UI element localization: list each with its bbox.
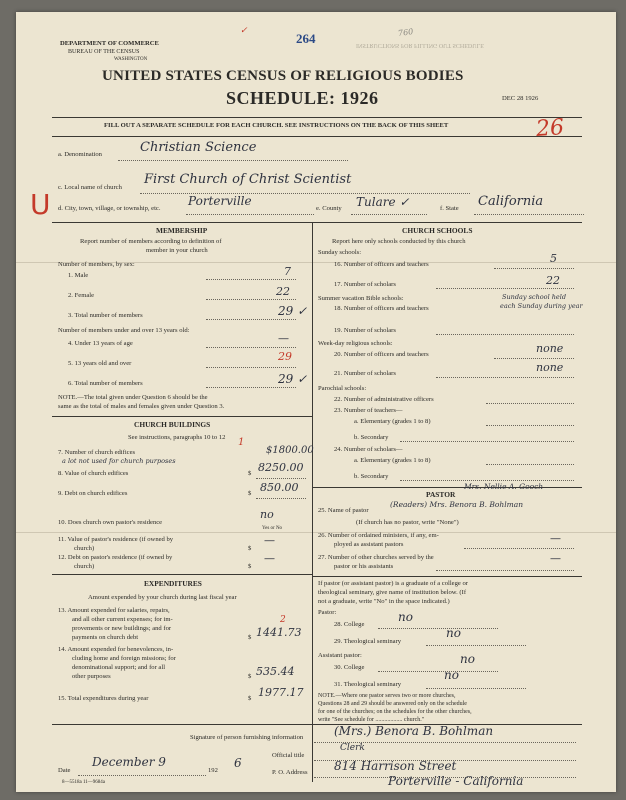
debt-label: 9. Debt on church edifices [58,490,128,497]
currency-sign: $ [248,470,252,477]
female-value: 22 [276,285,290,298]
seminary-29-value: no [446,626,461,640]
currency-sign: $ [248,563,252,570]
edifice-value: 8250.00 [258,461,304,474]
currency-sign: $ [248,673,252,680]
weekday-scholars-value: none [536,361,564,374]
total-members-2-label: 6. Total number of members [68,380,143,387]
debt-value: 850.00 [260,481,299,494]
form-title: UNITED STATES CENSUS OF RELIGIOUS BODIES [102,68,464,84]
age-split-label: Number of members under and over 13 years old: [58,327,190,334]
ordained-value: — [550,532,561,545]
college-instruction-3: not a graduate, write "No" in the space indicated.) [318,598,450,605]
red-letter-mark: U [30,188,51,221]
denomination-value: Christian Science [140,140,257,155]
pastor-name-label: 25. Name of pastor [318,507,369,514]
edifice-value-label: 8. Value of church edifices [58,470,129,477]
date-label: Date [58,767,71,774]
parochial-label: Parochial schools: [318,385,367,392]
bureau-label: BUREAU OF THE CENSUS [68,49,140,55]
form-subtitle: SCHEDULE: 1926 [226,88,379,108]
membership-intro-1: Report number of members according to definition of [80,238,222,245]
total-expenditures-label: 15. Total expenditures during year [58,695,149,702]
check-mark: ✓ [240,26,248,36]
over-13-label: 5. 13 years old and over [68,360,132,367]
city-label: WASHINGTON [114,57,148,62]
over-13-value: 29 [278,350,292,363]
instruction-banner: FILL OUT A SEPARATE SCHEDULE FOR EACH CHURCH. SEE INSTRUCTIONS ON THE BACK OF THIS SHEET [104,122,449,129]
salaries-label-4: payments on church debt [72,634,139,641]
department-label: DEPARTMENT OF COMMERCE [60,40,159,47]
total-members-label: 3. Total number of members [68,312,143,319]
benevolences-label-1: 14. Amount expended for benevolences, in- [58,646,174,653]
salaries-label-2: and all other current expenses; for im- [72,616,173,623]
by-sex-label: Number of members, by sex: [58,261,135,268]
pastor-note-1: NOTE.—Where one pastor serves two or more churches, [318,693,456,699]
membership-note-2: same as the total of males and females given under Question 3. [58,403,225,410]
lot-value: $1800.00 [266,445,314,456]
total-members-value: 29 ✓ [278,304,308,318]
sunday-officers-label: 16. Number of officers and teachers [334,261,429,268]
print-code: 8—5518a 11—9684a [62,780,106,785]
year-label: 192 [208,767,218,774]
pastor-note-3: for one of the churches; on the schedules for the other churches, [318,709,472,715]
parsonage-value-amount: — [264,534,275,547]
benevolences-label-3: denominational support; and for all [72,664,166,671]
pastor-note-2: Questions 28 and 29 should be answered only on the schedule [318,701,467,707]
buildings-instructions: See instructions, paragraphs 10 to 12 [128,434,226,441]
parsonage-value-label-1: 11. Value of pastor's residence (if owned by [58,536,174,543]
edifice-note: a lot not used for church purposes [62,457,176,465]
pencil-note: 760 [397,26,414,39]
official-title-value: Clerk [340,743,365,753]
teachers-label: 23. Number of teachers— [334,407,403,414]
county-value: Tulare ✓ [356,195,410,209]
sunday-schools-label: Sunday schools: [318,249,362,256]
membership-intro-2: member in your church [146,247,208,254]
edifices-label: 7. Number of church edifices [58,449,136,456]
sunday-scholars-label: 17. Number of scholars [334,281,396,288]
salaries-value: 1441.73 [256,626,302,639]
total-expenditures-value: 1977.17 [258,686,304,699]
weekday-school-label: Week-day religious schools: [318,340,393,347]
weekday-scholars-label: 21. Number of scholars [334,370,396,377]
po-address-label: P. O. Address [272,769,308,776]
male-label: 1. Male [68,272,89,279]
parsonage-value: no [260,508,274,521]
vacation-note-2: each Sunday during year [500,302,583,310]
female-label: 2. Female [68,292,95,299]
signature-value: (Mrs.) Benora B. Bohlman [334,724,494,738]
college-30-value: no [460,652,475,666]
other-churches-label-1: 27. Number of other churches served by the [318,554,434,561]
under-13-value: — [278,332,289,345]
membership-note-1: NOTE.—The total given under Question 6 should be the [58,394,208,401]
pastor-heading: PASTOR [426,490,456,499]
signature-label: Signature of person furnishing information [190,734,304,741]
other-churches-value: — [550,552,561,565]
seminary-29-label: 29. Theological seminary [334,638,402,645]
city-value: Porterville [188,194,252,208]
teachers-elementary-label: a. Elementary (grades 1 to 8) [354,418,431,425]
scholars-secondary-label: b. Secondary [354,473,389,480]
male-value: 7 [284,265,291,278]
census-form-sheet [16,12,616,792]
salaries-label-3: provements or new buildings; and for [72,625,172,632]
pastor-subheading: Pastor: [318,609,337,616]
parsonage-value-label-2: church) [74,545,95,552]
yes-or-no-caption: Yes or No [262,526,283,531]
salaries-label-1: 13. Amount expended for salaries, repairs, [58,607,170,614]
membership-heading: MEMBERSHIP [156,226,208,235]
red-ink-number: 26 [535,115,565,142]
sunday-scholars-value: 22 [546,274,560,287]
college-30-label: 30. College [334,664,365,671]
college-instruction-2: theological seminary, give name of institution below. (If [318,589,467,596]
seminary-31-value: no [444,668,459,682]
scholars-label: 24. Number of scholars— [334,446,403,453]
weekday-officers-label: 20. Number of officers and teachers [334,351,429,358]
weekday-officers-value: none [536,342,564,355]
parsonage-label: 10. Does church own pastor's residence [58,519,163,526]
admin-officers-label: 22. Number of administrative officers [334,396,434,403]
pastor-name-2: (Readers) Mrs. Benora B. Bohlman [390,500,524,509]
vacation-school-label: Summer vacation Bible schools: [318,295,404,302]
currency-sign: $ [248,695,252,702]
sunday-officers-value: 5 [550,252,557,265]
year-suffix-value: 6 [234,756,242,770]
address-line-1: 814 Harrison Street [334,759,457,773]
state-value: California [478,194,544,209]
assistant-subheading: Assistant pastor: [318,652,362,659]
church-name-value: First Church of Christ Scientist [144,172,352,187]
college-instruction-1: If pastor (or assistant pastor) is a graduate of a college or [318,580,468,587]
total-members-2-value: 29 ✓ [278,372,308,386]
red-correction: 2 [280,615,286,625]
scholars-elementary-label: a. Elementary (grades 1 to 8) [354,457,431,464]
benevolences-label-2: cluding home and foreign missions; for [72,655,176,662]
church-name-label: c. Local name of church [58,184,122,191]
form-number-stamp: 264 [296,31,316,46]
college-28-value: no [398,610,413,624]
show-through-text: INSTRUCTIONS FOR FILLING OUT SCHEDULE [356,42,484,48]
currency-sign: $ [248,634,252,641]
schools-heading: CHURCH SCHOOLS [402,226,473,235]
vacation-scholars-label: 19. Number of scholars [334,327,396,334]
county-label: e. County [316,205,342,212]
benevolences-value: 535.44 [256,665,295,678]
address-line-2: Porterville - California [388,774,524,788]
benevolences-label-4: other purposes [72,673,111,680]
college-28-label: 28. College [334,621,365,628]
city-row-label: d. City, town, village, or township, etc. [58,205,161,212]
parsonage-debt-label-1: 12. Debt on pastor's residence (if owned by [58,554,173,561]
edifices-value: 1 [238,437,245,448]
currency-sign: $ [248,490,252,497]
pastor-name-1: Mrs. Nellie A. Gooch [464,482,544,491]
teachers-secondary-label: b. Secondary [354,434,389,441]
parsonage-debt-amount: — [264,552,275,565]
other-churches-label-2: pastor or his assistants [334,563,394,570]
fold-crease [16,532,616,533]
official-title-label: Official title [272,752,305,759]
vacation-note-1: Sunday school held [502,293,567,301]
schools-intro: Report here only schools conducted by this church [332,238,466,245]
expenditures-intro: Amount expended by your church during last fiscal year [88,594,237,601]
currency-sign: $ [248,545,252,552]
under-13-label: 4. Under 13 years of age [68,340,133,347]
pastor-note-4: write "See schedule for .................. church." [318,717,425,723]
ordained-label-1: 26. Number of ordained ministers, if any, em- [318,532,439,539]
vacation-officers-label: 18. Number of officers and teachers [334,305,429,312]
seminary-31-label: 31. Theological seminary [334,681,402,688]
no-pastor-caption: (If church has no pastor, write "None") [356,519,459,526]
ordained-label-2: ployed as assistant pastors [334,541,404,548]
parsonage-debt-label-2: church) [74,563,95,570]
state-label: f. State [440,205,459,212]
buildings-heading: CHURCH BUILDINGS [134,420,211,429]
date-stamp: DEC 28 1926 [502,95,539,102]
date-value: December 9 [92,755,166,769]
expenditures-heading: EXPENDITURES [144,579,202,588]
denomination-label: a. Denomination [58,151,102,158]
